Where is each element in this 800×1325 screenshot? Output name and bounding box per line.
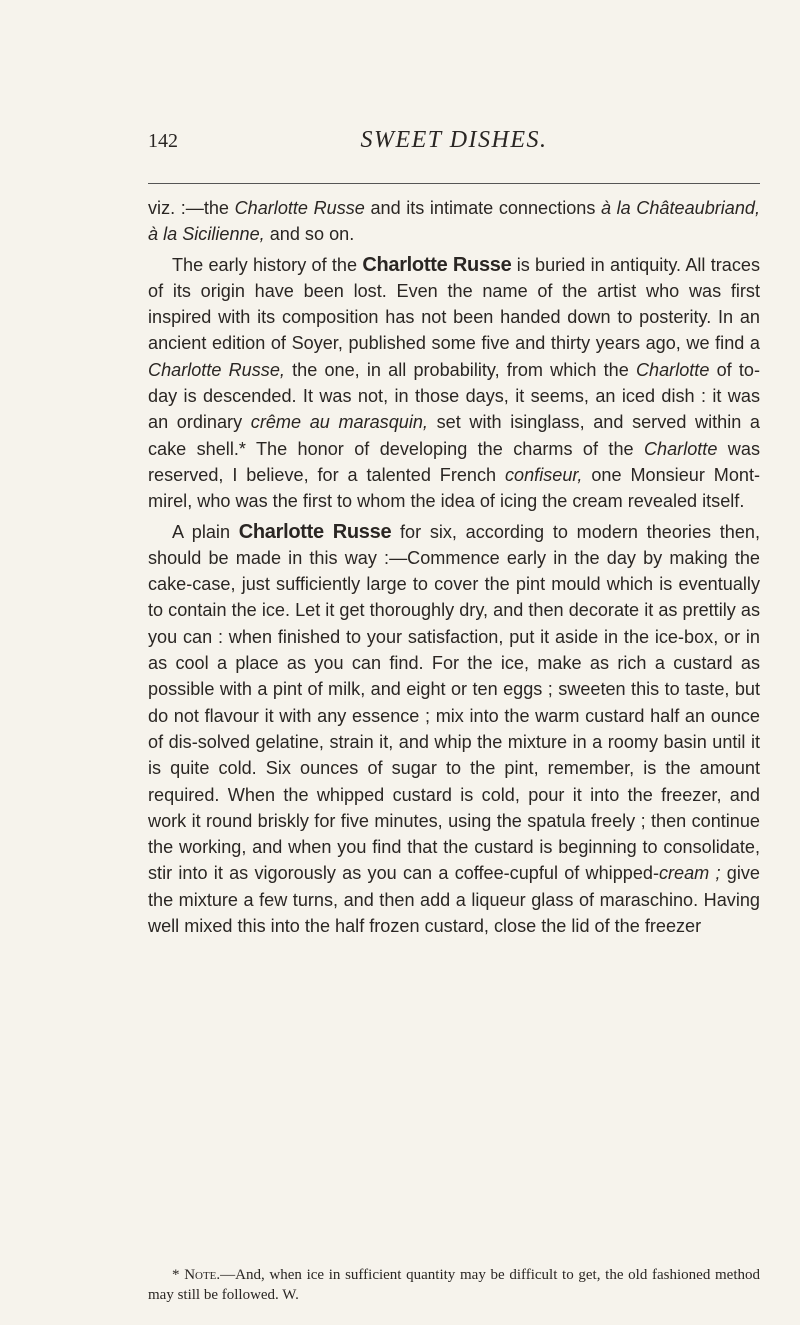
text-run: the one, in all probability, from which the — [284, 359, 636, 380]
footnote-label: Note. — [184, 1267, 221, 1283]
body-text — [148, 195, 760, 939]
paragraph-continuation — [148, 195, 760, 248]
page-number: 142 — [148, 130, 178, 152]
text-run: give the mixture a few turns, and then add a liqueur glass of maraschino. Having well mixed this into the half frozen custard, close the lid of the freezer — [148, 863, 760, 937]
footnote-body: —And, when ice in sufficient quantity may be difficult to get, the old fashioned method may still be followed. W. — [148, 1267, 760, 1303]
text-run: was reserved, I believe, for a talented French — [148, 438, 760, 485]
italic-run: cream ; — [658, 863, 721, 884]
italic-run: Charlotte Russe, — [148, 359, 285, 380]
italic-run: confiseur, — [505, 464, 583, 485]
footnote-marker: * — [172, 1267, 185, 1283]
footnote — [148, 1265, 760, 1305]
bold-run: Charlotte Russe — [362, 253, 512, 276]
text-run: of to-day is descended. It was not, in those days, it seems, an iced dish : it was an ordinary — [148, 359, 760, 433]
text-run: The early history of the — [172, 254, 363, 275]
text-run: is buried in antiquity. All traces of its origin have been lost. Even the name of the artist who was first inspired with its composition has not been handed down to posterity. In an ancient edition of Soyer, published some five and thirty years ago, we find a — [148, 254, 760, 354]
paragraph-recipe — [148, 519, 760, 940]
italic-run: crême au marasquin, — [250, 412, 428, 433]
header-rule — [148, 183, 760, 184]
bold-run: Charlotte Russe — [238, 520, 392, 543]
italic-run: Charlotte — [643, 438, 718, 459]
text-run: and its intimate connections — [364, 198, 601, 218]
text-run: set with isinglass, and served within a cake shell.* The honor of developing the charms of the — [148, 412, 760, 459]
text-run: viz. :—the — [148, 198, 235, 218]
running-title: SWEET DISHES. — [360, 127, 548, 153]
italic-run: à la Châteaubriand, à la Sicilienne, — [148, 198, 761, 245]
italic-run: Charlotte Russe — [234, 198, 365, 218]
paragraph-history — [148, 252, 760, 515]
page-header — [148, 127, 760, 160]
text-run: for six, according to modern theories then, should be made in this way :—Commence early in the day by making the cake-case, just sufficiently large to cover the pint mould which is eventually to contain the ice. Let it get thoroughly dry, and then decorate it as prettily as you can : when finished to your satisfaction, put it aside in the ice-box, or in as cool a place as you can find. For the ice, make as rich a custard as possible with a pint of milk, and eight or ten eggs ; sweeten this to taste, but do not flavour it with any essence ; mix into the warm custard half an ounce of dis-solved gelatine, strain it, and whip the mixture in a roomy basin until it is quite cold. Six ounces of sugar to the pint, remember, is the amount required. When the whipped custard is cold, pour it into the freezer, and work it round briskly for five minutes, using the spatula freely ; then continue the working, and when you find that the custard is beginning to consolidate, stir into it as vigorously as you can a coffee-cupful of whipped- — [148, 521, 761, 884]
text-run: and so on. — [264, 224, 355, 245]
text-run: A plain — [172, 521, 239, 542]
italic-run: Charlotte — [635, 359, 710, 380]
text-run: one Monsieur Mont-mirel, who was the first to whom the idea of icing the cream revealed itself. — [148, 464, 761, 512]
footnote-text — [148, 1265, 760, 1305]
